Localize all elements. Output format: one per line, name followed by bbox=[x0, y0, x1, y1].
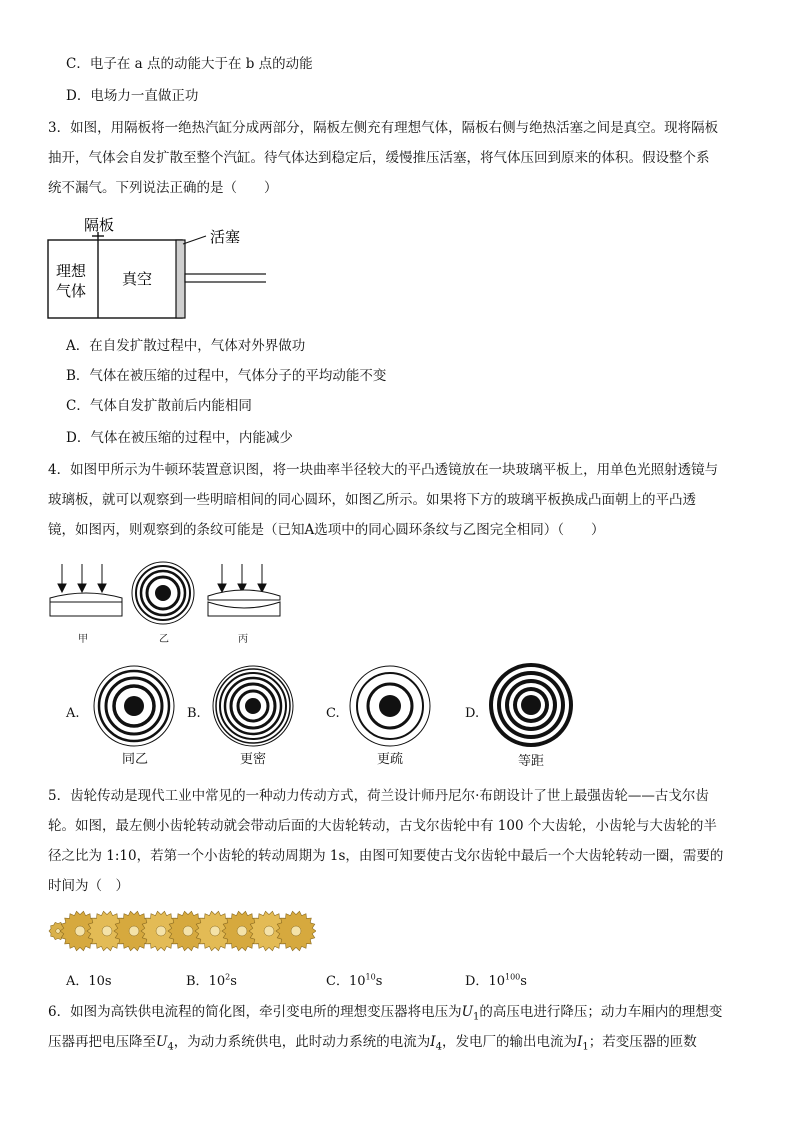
q3-label-vacuum: 真空 bbox=[122, 270, 153, 288]
q5-option-d-base: 10 bbox=[488, 974, 505, 989]
q6-line2-text-b: ，为动力系统供电，此时动力系统的电流为 bbox=[173, 1034, 431, 1050]
q4-figure-bing bbox=[204, 562, 284, 624]
q5-option-c-base: 10 bbox=[348, 974, 366, 989]
q4-fig-label-bing: 丙 bbox=[238, 634, 248, 645]
q6-line2-text-c: ，发电厂的输出电流为 bbox=[441, 1034, 577, 1050]
q3-label-gas-line1: 理想 bbox=[56, 262, 87, 280]
q4-option-c-caption: 更疏 bbox=[377, 752, 404, 767]
gear-hub-icon bbox=[264, 926, 274, 936]
q6-var-u4-sub: 4 bbox=[167, 1041, 174, 1053]
q5-option-a-letter: A． bbox=[66, 974, 89, 989]
q4-option-b-rings bbox=[211, 664, 295, 748]
q3-label-piston: 活塞 bbox=[210, 228, 241, 246]
gear-hub-icon bbox=[129, 926, 139, 936]
q5-option-a-value: 10s bbox=[88, 974, 112, 989]
q2-option-d: D．电场力一直做正功 bbox=[66, 88, 199, 104]
q3-cylinder-figure bbox=[46, 214, 266, 324]
q4-option-d-letter: D. bbox=[465, 706, 480, 721]
q4-fig-label-yi: 乙 bbox=[159, 634, 169, 645]
q4-option-a-letter: A. bbox=[66, 706, 80, 721]
q3-label-partition: 隔板 bbox=[84, 216, 115, 234]
q5-stem-line3: 径之比为 1:10，若第一个小齿轮的转动周期为 1s，由图可知要使古戈尔齿轮中最后一个大齿轮转动一圈，需要的 bbox=[48, 848, 724, 864]
q6-var-u-sub: 1 bbox=[472, 1011, 480, 1023]
q4-option-b-letter: B. bbox=[187, 706, 201, 721]
q6-stem-line2 bbox=[48, 1032, 697, 1058]
gear-hub-icon bbox=[291, 926, 301, 936]
q4-stem-line1: 4．如图甲所示为牛顿环装置意识图，将一块曲率半径较大的平凸透镜放在一块玻璃平板上，用单色光照射透镜与 bbox=[48, 462, 719, 478]
q3-option-b: B．气体在被压缩的过程中，气体分子的平均动能不变 bbox=[66, 368, 387, 384]
q6-var-i4-sub: 4 bbox=[435, 1041, 442, 1053]
q5-option-c-exp: 10 bbox=[365, 972, 376, 982]
q4-option-b-caption: 更密 bbox=[240, 752, 267, 767]
q5-stem-line1: 5．齿轮传动是现代工业中常见的一种动力传动方式，荷兰设计师丹尼尔·布朗设计了世上最强齿轮——古戈尔齿 bbox=[48, 788, 709, 804]
gear-hub-icon bbox=[210, 926, 220, 936]
q4-stem-line2: 玻璃板，就可以观察到一些明暗相间的同心圆环，如图乙所示。如果将下方的玻璃平板换成凸面朝上的平凸透 bbox=[48, 492, 696, 508]
gear-hub-icon bbox=[183, 926, 193, 936]
gear-hub-icon bbox=[75, 926, 85, 936]
q6-line1-text-a: 6．如图为高铁供电流程的简化图，牵引变电所的理想变压器将电压为 bbox=[48, 1004, 462, 1020]
q6-line1-text-b: 的高压电进行降压；动力车厢内的理想变 bbox=[479, 1004, 723, 1020]
q5-option-c-letter: C． bbox=[326, 974, 349, 989]
q3-stem-line2: 抽开，气体会自发扩散至整个汽缸。待气体达到稳定后，缓慢推压活塞，将气体压回到原来的体积。假设整个系 bbox=[48, 150, 710, 166]
q4-option-a-caption: 同乙 bbox=[122, 752, 149, 767]
gear-hub-icon bbox=[237, 926, 247, 936]
q6-var-i1: I bbox=[576, 1034, 583, 1050]
q2-option-c: C．电子在 a 点的动能大于在 b 点的动能 bbox=[66, 56, 313, 72]
q4-option-c-rings bbox=[348, 664, 432, 748]
q4-option-a-rings bbox=[92, 664, 176, 748]
q5-option-d-letter: D． bbox=[465, 974, 489, 989]
q5-option-a bbox=[66, 970, 112, 989]
q6-line2-text-d: ；若变压器的匝数 bbox=[588, 1034, 697, 1050]
q4-figure-jia bbox=[46, 562, 126, 624]
q4-figure-yi bbox=[130, 560, 196, 626]
q3-option-c: C．气体自发扩散前后内能相同 bbox=[66, 398, 252, 414]
q6-var-u4: U bbox=[156, 1034, 168, 1050]
q6-var-i1-sub: 1 bbox=[582, 1041, 589, 1053]
q5-option-c-unit: s bbox=[375, 974, 383, 989]
q5-option-b-exp: 2 bbox=[225, 972, 231, 982]
q3-option-d: D．气体在被压缩的过程中，内能减少 bbox=[66, 430, 293, 446]
q5-option-d-exp: 100 bbox=[504, 972, 521, 982]
q4-fig-label-jia: 甲 bbox=[78, 634, 88, 645]
q5-option-d bbox=[465, 970, 527, 989]
q3-stem-line1: 3．如图，用隔板将一绝热汽缸分成两部分，隔板左侧充有理想气体，隔板右侧与绝热活塞之间是真空。现将隔板 bbox=[48, 120, 719, 136]
q5-stem-line2: 轮。如图，最左侧小齿轮转动就会带动后面的大齿轮转动，古戈尔齿轮中有 100 个大齿轮，小齿轮与大齿轮的半 bbox=[48, 818, 717, 834]
q5-gear-train-figure bbox=[46, 908, 316, 954]
q5-option-b-unit: s bbox=[230, 974, 237, 989]
q3-option-a: A．在自发扩散过程中，气体对外界做功 bbox=[66, 338, 306, 354]
q3-label-gas-line2: 气体 bbox=[56, 282, 87, 300]
q6-line2-text-a: 压器再把电压降至 bbox=[48, 1034, 156, 1050]
q5-option-d-unit: s bbox=[520, 974, 527, 989]
gear-hub-icon bbox=[156, 926, 166, 936]
q4-option-c-letter: C. bbox=[326, 706, 340, 721]
q4-option-d-caption: 等距 bbox=[518, 754, 545, 769]
q5-option-b-base: 10 bbox=[208, 974, 226, 989]
q3-stem-line3: 统不漏气。下列说法正确的是（ ） bbox=[48, 180, 278, 196]
q5-stem-line4: 时间为（ ） bbox=[48, 878, 129, 894]
q6-stem-line1 bbox=[48, 1002, 722, 1028]
q6-var-i4: I bbox=[430, 1034, 436, 1050]
q5-option-c bbox=[326, 970, 382, 989]
q4-stem-line3: 镜，如图丙，则观察到的条纹可能是（已知A选项中的同心圆环条纹与乙图完全相同）（ ） bbox=[48, 522, 605, 538]
q6-var-u: U bbox=[461, 1004, 473, 1020]
q5-option-b-letter: B． bbox=[186, 974, 209, 989]
q5-option-b bbox=[186, 970, 237, 989]
gear-hub-icon bbox=[102, 926, 112, 936]
q4-option-d-rings bbox=[488, 662, 574, 748]
